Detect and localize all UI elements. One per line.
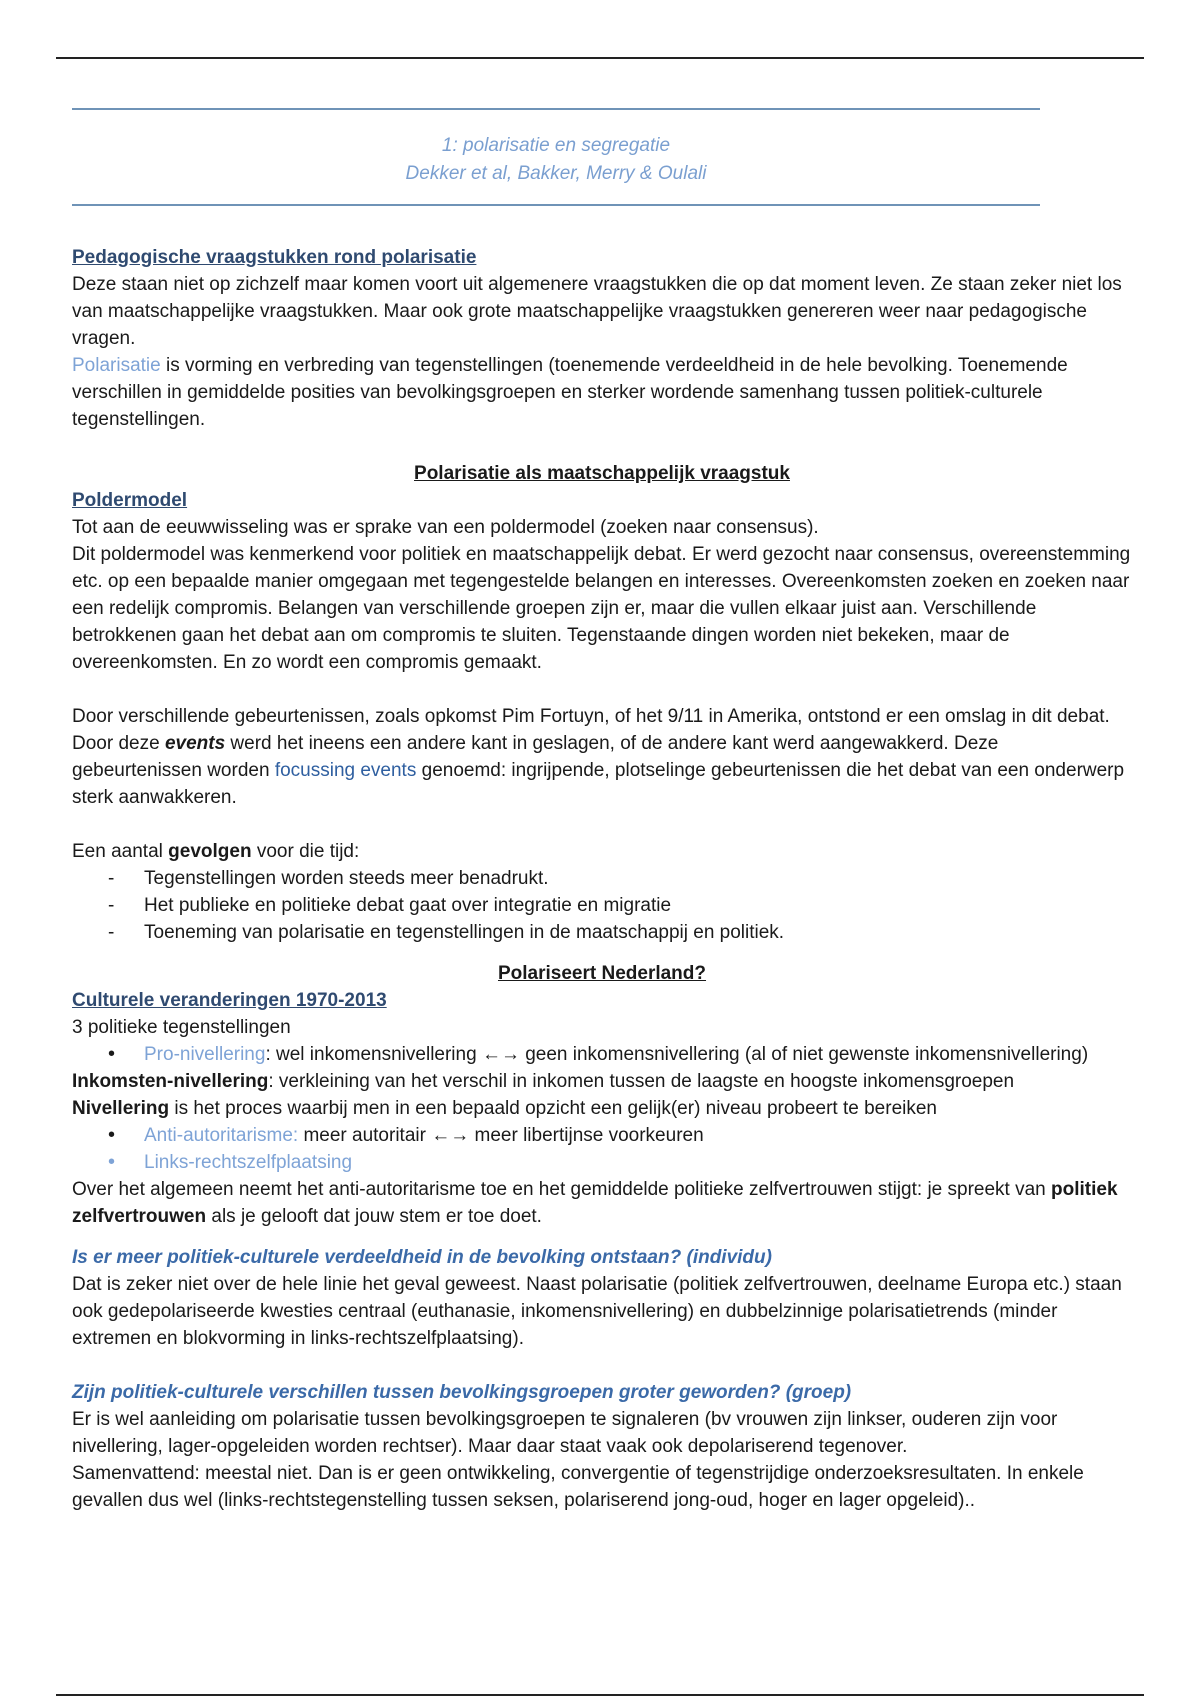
paragraph-zelfvertrouwen: [72, 1176, 1132, 1230]
section-heading-individu: Is er meer politiek-culturele verdeeldheid in de bevolking ontstaan? (individu): [72, 1247, 772, 1268]
text: is vorming en verbreding van tegenstellingen (toenemende verdeeldheid in de hele bevolking. Toenemende verschillen in gemiddelde posities van bevolkingsgroepen en sterker wordende samenhang tussen politiek-culturele tegenstellingen.: [72, 355, 1068, 430]
paragraph-focussing-events: [72, 703, 1132, 811]
term-polarisatie: Polarisatie: [72, 355, 161, 376]
section-heading-groep: Zijn politiek-culturele verschillen tussen bevolkingsgroepen groter geworden? (groep): [72, 1382, 852, 1403]
title-rule-bottom: [72, 204, 1040, 206]
text: als je gelooft dat jouw stem er toe doet.: [206, 1206, 542, 1227]
paragraph: Er is wel aanleiding om polarisatie tussen bevolkingsgroepen te signaleren (bv vrouwen zijn linkser, ouderen zijn voor nivellering, lager-opgeleiden worden rechtser). Maar daar staat vaak ook depolariserend tegenover.: [72, 1409, 1058, 1457]
paragraph: Samenvattend: meestal niet. Dan is er geen ontwikkeling, convergentie of tegenstrijdige onderzoeksresultaten. In enkele gevallen dus wel (links-rechtstegenstelling tussen seksen, polariserend jong-oud, hoger en lager opgeleid)..: [72, 1463, 1084, 1511]
list-item: [144, 1041, 1132, 1068]
list-item: - Het publieke en politieke debat gaat over integratie en migratie: [144, 892, 1132, 919]
text: genoemd: ingrijpende, plotselinge gebeurtenissen die het debat van een onderwerp sterk aanwakkeren.: [72, 760, 1125, 808]
paragraph: Dit poldermodel was kenmerkend voor politiek en maatschappelijk debat. Er werd gezocht naar consensus, overeenstemming etc. op een bepaalde manier omgegaan met tegengestelde belangen en interesses. Overeenkomsten zoeken en zoeken naar een redelijk compromis. Belangen van verschillende groepen zijn er, maar die vullen elkaar juist aan. Verschillende betrokkenen gaan het debat aan om compromis te sluiten. Tegenstaande dingen worden niet bekeken, maar de overeenkomsten. En zo wordt een compromis gemaakt.: [72, 544, 1131, 673]
text: Door verschillende gebeurtenissen, zoals opkomst Pim Fortuyn, of het 9/11 in Amerika, ontstond er een omslag in dit debat. Door deze: [72, 706, 1110, 754]
paragraph: Dat is zeker niet over de hele linie het geval geweest. Naast polarisatie (politiek zelfvertrouwen, deelname Europa etc.) staan ook gedepolariseerde kwesties centraal (euthanasie, inkomensnivellering) en dubbelzinnige polarisatietrends (minder extremen en blokvorming in links-rechtszelfplaatsing).: [72, 1274, 1122, 1349]
gevolgen-list: [72, 865, 1132, 946]
section-heading-polariseert: Polariseert Nederland?: [497, 963, 707, 984]
text: is het proces waarbij men in een bepaald opzicht een gelijk(er) niveau probeert te bereiken: [169, 1098, 937, 1119]
paragraph: Deze staan niet op zichzelf maar komen voort uit algemenere vraagstukken die op dat moment leven. Ze staan zeker niet los van maatschappelijke vraagstukken. Maar ook grote maatschappelijke vraagstukken genereren weer naar pedagogische vragen.: [72, 274, 1122, 349]
document-body: [72, 244, 1132, 1514]
definition-inkomsten-nivellering: [72, 1068, 1132, 1095]
section-heading-maatschappelijk: Polarisatie als maatschappelijk vraagstuk: [414, 463, 790, 484]
subheading-culturele-veranderingen: Culturele veranderingen 1970-2013: [72, 990, 387, 1011]
text: : wel inkomensnivellering ←→ geen inkomensnivellering (al of niet gewenste inkomensnivellering): [265, 1044, 1089, 1065]
page-bottom-rule: [56, 1694, 1144, 1696]
term-politiek-zelfvertrouwen: politiek zelfvertrouwen: [72, 1179, 1118, 1227]
term-events: events: [164, 733, 226, 754]
term-links-rechtszelfplaatsing: Links-rechtszelfplaatsing: [144, 1152, 353, 1173]
document-title: 1: polarisatie en segregatie: [441, 135, 671, 156]
term-anti-autoritarisme: Anti-autoritarisme:: [144, 1125, 299, 1146]
term: Nivellering: [72, 1098, 170, 1119]
text: voor die tijd:: [251, 841, 360, 862]
text: Over het algemeen neemt het anti-autoritarisme toe en het gemiddelde politieke zelfvertrouwen stijgt: je spreekt van: [72, 1179, 1052, 1200]
title-text: [72, 110, 1040, 204]
title-block: [72, 108, 1040, 206]
tegenstellingen-list-2: [72, 1122, 1132, 1176]
list-item: - Toeneming van polarisatie en tegenstellingen in de maatschappij en politiek.: [144, 919, 1132, 946]
paragraph-polarisatie: [72, 352, 1132, 433]
subheading-poldermodel: Poldermodel: [72, 490, 188, 511]
list-item: [144, 1149, 1132, 1176]
term-gevolgen: gevolgen: [168, 841, 252, 862]
definition-nivellering: [72, 1095, 1132, 1122]
list-item: [144, 1122, 1132, 1149]
section-heading-pedagogische: Pedagogische vraagstukken rond polarisatie: [72, 247, 477, 268]
term-pro-nivellering: Pro-nivellering: [144, 1044, 266, 1065]
text: Een aantal: [72, 841, 169, 862]
paragraph: 3 politieke tegenstellingen: [72, 1017, 291, 1038]
text: meer autoritair ←→ meer libertijnse voorkeuren: [298, 1125, 704, 1146]
paragraph: Tot aan de eeuwwisseling was er sprake van een poldermodel (zoeken naar consensus).: [72, 517, 819, 538]
text: : verkleining van het verschil in inkomen tussen de laagste en hoogste inkomensgroepen: [268, 1071, 1015, 1092]
term-focussing-events: focussing events: [274, 760, 417, 781]
page-top-rule: [56, 57, 1144, 59]
tegenstellingen-list-1: [72, 1041, 1132, 1068]
text: werd het ineens een andere kant in geslagen, of de andere kant werd aangewakkerd. Deze gebeurtenissen worden: [72, 733, 999, 781]
list-item: - Tegenstellingen worden steeds meer benadrukt.: [144, 865, 1132, 892]
term: Inkomsten-nivellering: [72, 1071, 269, 1092]
paragraph-gevolgen: [72, 838, 1132, 865]
document-authors: Dekker et al, Bakker, Merry & Oulali: [405, 163, 707, 184]
